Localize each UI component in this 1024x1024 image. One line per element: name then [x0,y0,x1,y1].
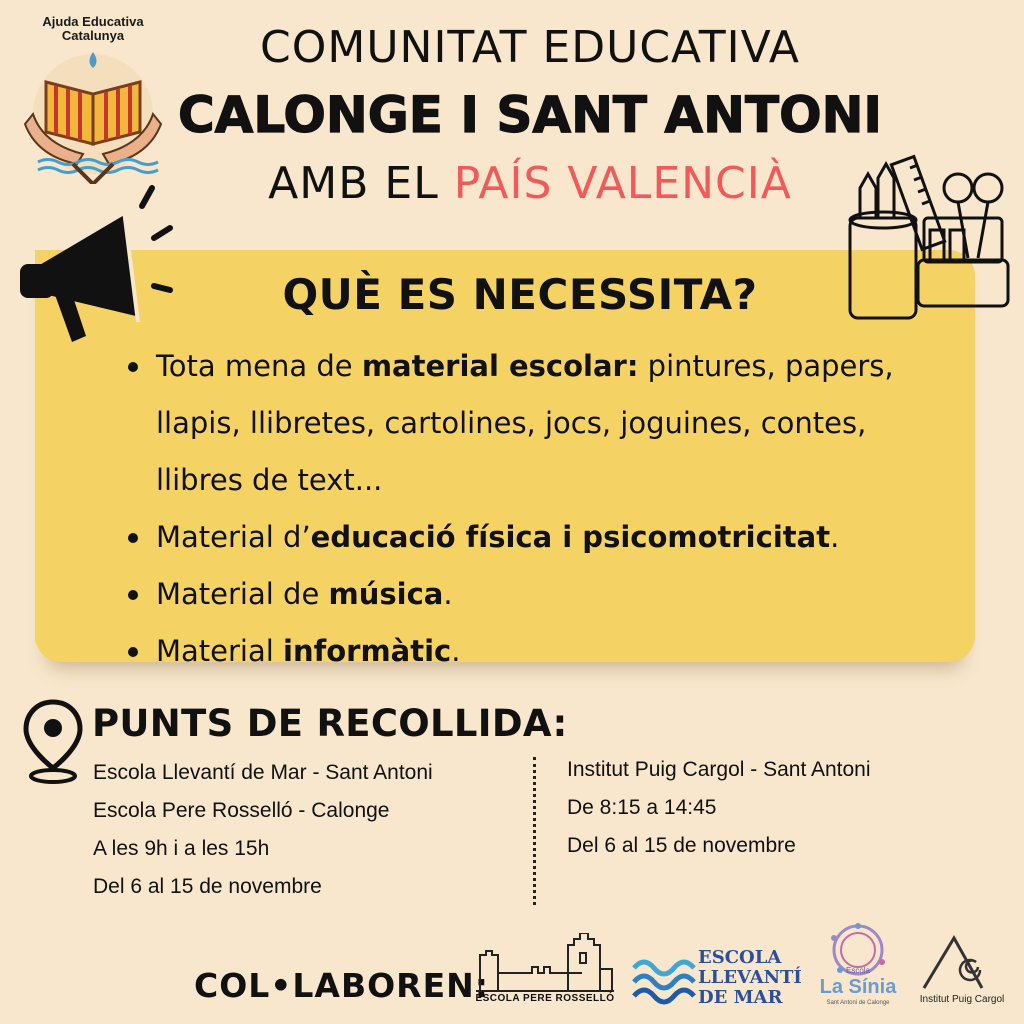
needs-item-text: Material [156,634,284,668]
collection-line: Escola Pere Rosselló - Calonge [93,799,390,822]
needs-item-text: . [443,577,453,611]
sinia-name: La Sínia [819,976,897,998]
needs-item-text: Material d’ [156,520,311,554]
needs-item-text: Tota mena de [156,349,362,383]
collection-line: De 8:15 a 14:45 [567,796,717,819]
headline-line3-prefix: AMB EL [268,158,454,209]
needs-item-text: . [451,634,461,668]
llevanti-line1: ESCOLA [698,947,782,968]
column-divider [533,757,536,905]
collection-line: Del 6 al 15 de novembre [567,834,796,857]
llevanti-line3: DE MAR [698,987,783,1008]
escola-pere-rossello-logo [472,933,618,1009]
needs-item [128,623,948,680]
sinia-subtitle: Sant Antoni de Calonge [826,1000,890,1006]
collection-right-column [567,751,871,865]
collection-line: Del 6 al 15 de novembre [93,875,322,898]
needs-item [128,566,948,623]
collection-line: A les 9h i a les 15h [93,837,270,860]
institut-puig-cargol-logo [910,930,1014,1012]
needs-item-bold: educació física i psicomotricitat [310,520,831,554]
needs-list [128,338,948,680]
collection-line: Escola Llevantí de Mar - Sant Antoni [93,761,433,784]
collection-title: PUNTS DE RECOLLIDA: [92,702,568,745]
pere-name: ESCOLA PERE ROSSELLÓ [475,993,615,1004]
castle-icon [472,933,618,993]
la-sinia-logo [818,920,898,1016]
megaphone-icon [14,176,174,346]
sinia-small: Escola [845,966,870,975]
needs-item-text: pintures, papers, llapis, llibretes, cartolines, jocs, joguines, contes, llibres de text... [156,349,894,497]
needs-item-bold: música [328,577,444,611]
needs-item-text: Material de [156,577,329,611]
logo-title-line1: Ajuda Educativa [42,14,144,29]
headline-line3-highlight: PAÍS VALENCIÀ [453,158,792,209]
logo-title-line2: Catalunya [61,28,125,43]
wave-icon [632,948,698,1008]
needs-item [128,509,948,566]
ajuda-educativa-logo [18,14,168,184]
escola-llevanti-logo [632,946,812,1010]
headline-line3 [150,158,910,209]
collaborators-label: COL•LABOREN: [194,966,489,1005]
needs-item-bold: informàtic [283,634,452,668]
headline-line1: COMUNITAT EDUCATIVA [260,22,800,73]
collection-line: Institut Puig Cargol - Sant Antoni [567,758,871,781]
location-pin-icon [22,698,84,786]
needs-item [128,338,948,509]
needs-title: QUÈ ES NECESSITA? [282,270,758,319]
headline-line2: CALONGE I SANT ANTONI [177,86,883,144]
puig-name: Institut Puig Cargol [919,994,1005,1005]
mountain-spiral-icon [910,930,1014,994]
needs-item-bold: material escolar: [361,349,639,383]
llevanti-line2: LLEVANTÍ [698,967,802,988]
book-hands-icon [18,14,168,184]
needs-item-text: . [830,520,840,554]
collection-left-column [93,754,433,906]
